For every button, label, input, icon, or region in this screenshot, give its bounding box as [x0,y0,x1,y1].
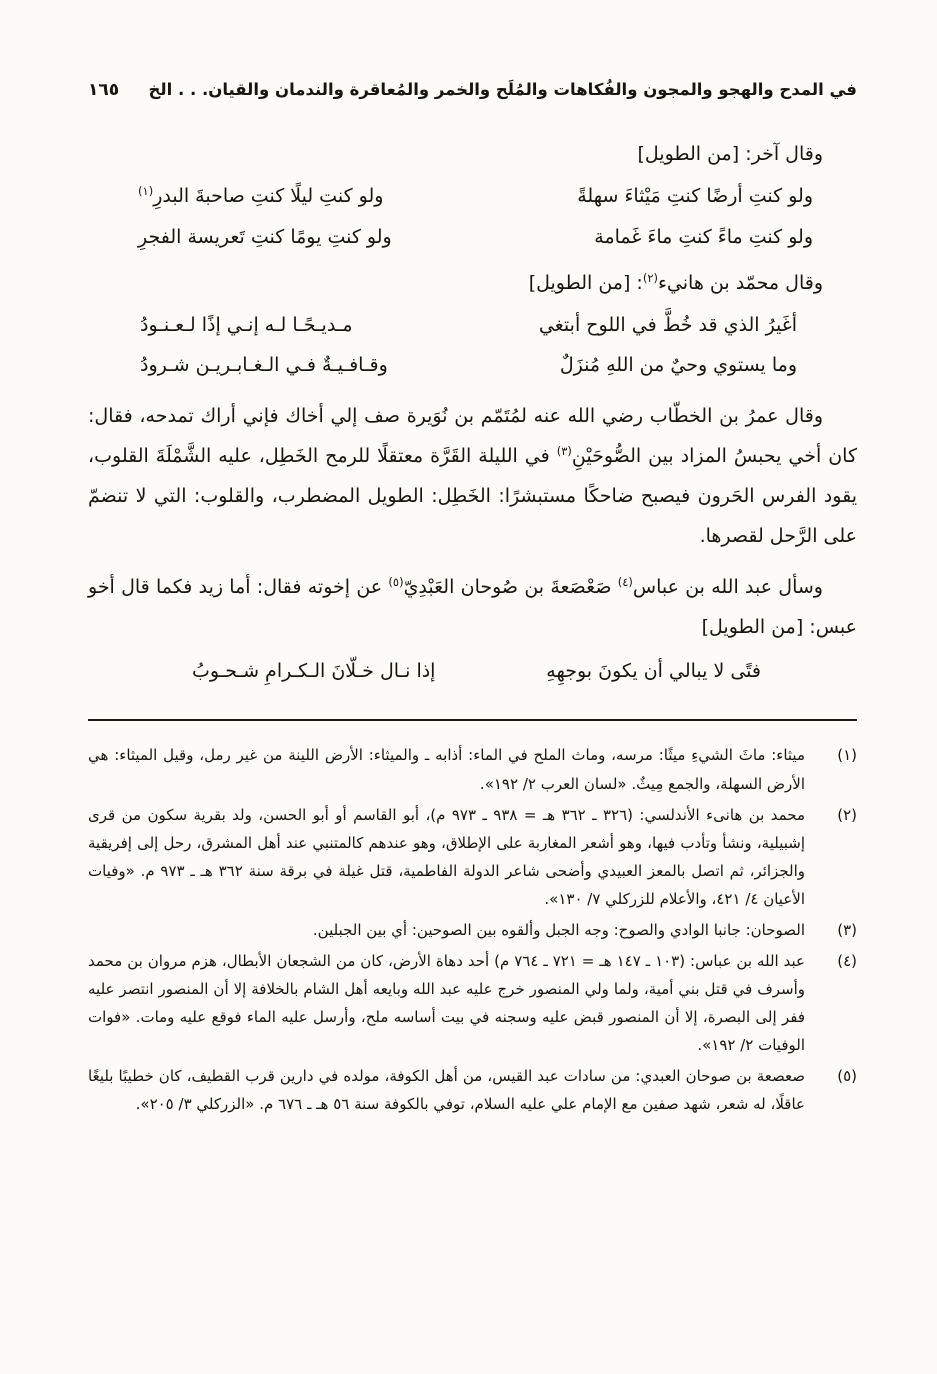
verse-line [192,651,761,691]
poem-2 [88,305,857,386]
running-title: في المدح والهجو والمجون والفُكاهات والمُلَح والخمر والمُعاقرة والندمان والقيان. . . الخ [148,80,857,99]
footnote-number: (٣) [837,920,857,939]
hemistich-left: إذا نـال خـلّانَ الـكـرامِ شـحـوبُ [192,660,436,683]
prose-paragraph-1 [88,396,857,557]
hemistich-left [138,176,383,216]
paragraph-text: عن إخوته فقال: أما زيد فكما قال أخو عبس: [من الطويل] [88,575,857,638]
paragraph-text: وقال عمرُ بن الخطّاب رضي الله عنه لمُتَمّم بن نُوَيرة صف إلي أخاك فإني أراك تمدحه، فقال: كان أخي يحبسُ المزاد بين الصُّوحَيْنِ [88,404,857,467]
poem-3 [88,651,857,691]
footnote-text: محمد بن هانىء الأندلسي: (٣٢٦ ـ ٣٦٢ هـ = ٩٣٨ ـ ٩٧٣ م)، أبو القاسم أو أبو الحسن، ولد بقرية سكون من قرى إشبيلية، ونشأ وتأدب فيها، وهو أشعر المغاربة على الإطلاق، وهو عندهم كالمتنبي عند أهل المشرق، رحل إلى إفريقية والجزائر، ثم اتصل بالمعز العبيدي وأضحى شاعر الدولة الفاطمية، قتل غيلة في برقة سنة ٣٦٢ هـ ـ ٩٧٣ م. «وفيات الأعيان ٤/ ٤٢١، والأعلام للزركلي ٧/ ١٣٠». [88,805,806,908]
footnote-marker-3: (٣) [556,443,572,458]
verse-line [140,305,797,345]
footnote-marker-5: (٥) [388,574,404,589]
hemistich-left: مـديـحًـا لـه إنـي إذًا لـعـنـودُ [140,314,353,337]
footnote-item-4 [88,947,857,1059]
paragraph-text: وسأل عبد الله بن عباس [632,575,823,598]
attribution-text: : [من الطويل] [528,271,643,294]
footnotes-section [88,741,857,1118]
footnote-item-3 [88,916,857,944]
footnote-number: (١) [837,746,857,765]
footnote-text: صعصعة بن صوحان العبدي: من سادات عبد القيس، من أهل الكوفة، مولده في دارين قرب القطيف، كان خطيبًا بليغًا عاقلًا، له شعر، شهد صفين مع الإمام علي عليه السلام، توفي بالكوفة سنة ٥٦ هـ ـ ٦٧٦ م. «الزركلي ٣/ ٢٠٥». [88,1066,805,1114]
page-body [88,134,857,691]
paragraph-text: صَعْصَعةَ بن صُوحان العَبْدِيّ [403,575,618,598]
footnote-text: عبد الله بن عباس: (١٠٣ ـ ١٤٧ هـ = ٧٢١ ـ ٧٦٤ م) أحد دهاة الأرض، كان من الشجعان الأبطال، هزم مروان بن محمد وأسرف في قتل بني أمية، ولما ولي المنصور خرج عليه عبد الله وبايعه أهل الشام بالخلافة إلا أن المنصور انتصر عليه ففر إلى البصرة، إلا أن المنصور قبض عليه وسجنه في بيت أساسه ملح، وأرسل عليه الماء فوقع عليه ومات. «فوات الوفيات ٢/ ١٩٢». [88,951,805,1054]
page-number: ١٦٥ [88,80,120,100]
hemistich-right: وما يستوي وحيٌ من اللهِ مُنزَلٌ [559,354,797,377]
footnote-text: الصوحان: جانبا الوادي والصوح: وجه الجبل وألقوه بين الصوحين: أي بين الجبلين. [312,920,805,939]
page-header [88,80,857,100]
footnote-item-2 [88,801,857,913]
hemistich-right: أغَيرُ الذي قد خُطَّ في اللوح أبتغي [538,314,797,337]
attribution-line-2 [88,263,857,303]
footnote-item-1 [88,741,857,797]
hemistich-right: ولو كنتِ ماءً كنتِ ماءَ غَمامة [594,225,813,248]
attribution-line-1: وقال آخر: [من الطويل] [637,143,823,165]
footnote-number: (٢) [837,805,857,824]
poem-1 [88,176,857,257]
footnote-marker-4: (٤) [617,574,633,589]
footnote-separator [88,719,857,721]
footnote-marker-2: (٢) [642,270,658,285]
hemistich-right: ولو كنتِ أرضًا كنتِ مَيْثاءَ سهلةً [577,185,813,208]
footnote-number: (٤) [837,951,857,970]
verse-line [138,217,813,257]
prose-paragraph-2 [88,567,857,648]
verse-line [138,176,813,216]
footnote-item-5 [88,1062,857,1118]
verse-line [140,345,797,385]
footnote-text: ميثاء: ماثَ الشيءِ ميثًا: مرسه، وماث الملح في الماء: أذابه ـ والميثاء: الأرض اللينة من غير رمل، وقيل الميثاء: هي الأرض السهلة، والجمع مِيثٌ. «لسان العرب ٢/ ١٩٢». [88,746,805,793]
paragraph-text: في الليلة القَرَّة معتقلًا للرمح الخَطِل، عليه الشَّمْلَةَ القلوب، يقود الفرس الحَرون فيصبح ضاحكًا مستبشرًا: الخَطِل: الطويل المضطرب، والقلوب: التي لا تنضمّ على الرَّحل لقصرها. [88,444,857,548]
attribution-text: وقال محمّد بن هانيء [658,271,823,294]
hemistich-left: ولو كنتِ يومًا كنتِ تَعريسة الفجرِ [138,225,392,248]
footnote-marker-1: (١) [138,184,154,199]
footnote-number: (٥) [837,1066,857,1085]
hemistich-left: وقـافـيـةٌ فـي الـغـابـريـن شـرودُ [140,354,388,377]
hemistich-right: فتًى لا يبالي أن يكونَ بوجهِهِ [546,660,761,683]
hemistich-text: ولو كنتِ ليلًا كنتِ صاحبةَ البدرِ [153,185,384,208]
